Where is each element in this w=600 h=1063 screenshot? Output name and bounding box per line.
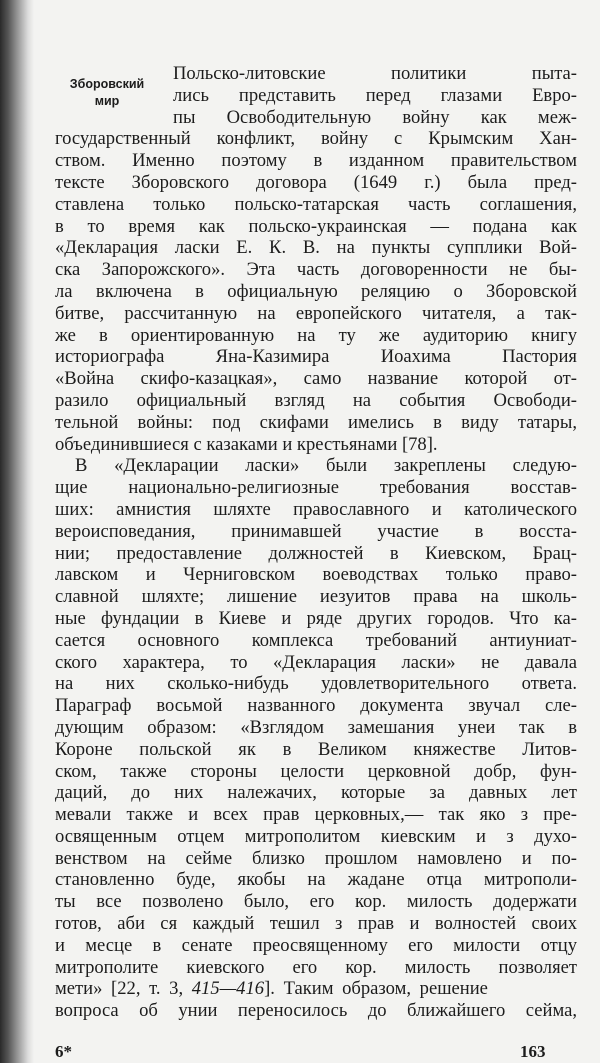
text-line: ского характера, то «Декларация ласки» не давала — [55, 651, 577, 673]
text-line: В «Декларации ласки» были закреплены следую- — [75, 455, 577, 477]
book-binding-shadow — [0, 0, 34, 1063]
text-line: же в ориентированную на ту же аудиторию книгу — [55, 324, 577, 346]
text-line: объединившиеся с казаками и крестьянами [78]. — [55, 433, 438, 455]
text-line: на них сколько-нибудь удовлетворительного ответа. — [55, 673, 577, 695]
margin-note-line: мир — [94, 94, 120, 108]
text-line: вопроса об унии переносилось до ближайшего сейма, — [55, 1000, 577, 1022]
text-line: битве, рассчитанную на европейского читателя, а так- — [55, 302, 577, 324]
text-line: вероисповедания, принимавшей участие в восста- — [55, 520, 577, 542]
text-line: Параграф восьмой названного документа звучал сле- — [55, 695, 577, 717]
text-line: становленно буде, якобы на жадане отца митрополи- — [55, 869, 577, 891]
text-line: сается основного комплекса требований антиуниат- — [55, 629, 577, 651]
text-line: лись представить перед глазами Евро- — [173, 84, 577, 106]
text-line: ском, также стороны целости церковной добр, фун- — [55, 760, 577, 782]
text-line: «Декларация ласки Е. К. В. на пункты супплики Вой- — [55, 237, 577, 259]
text-line: ные фундации в Киеве и ряде других городов. Что ка- — [55, 607, 577, 629]
text-line: тельной войны: под скифами имелись в виду татары, — [55, 411, 577, 433]
body-text — [55, 63, 577, 1022]
text-line: ска Запорожского». Эта часть договоренности не бы- — [55, 259, 577, 281]
margin-note-line: Зборовский — [69, 77, 145, 91]
text-line: «Война скифо-казацкая», само название которой от- — [55, 368, 577, 390]
text-line: разило официальный взгляд на события Освободи- — [55, 389, 577, 411]
text-line: дующим образом: «Взглядом замешания унеи так в — [55, 716, 577, 738]
text-line: славной шляхте; лишение иезуитов права на школь- — [55, 586, 577, 608]
text-line: освященным отцем митрополитом киевским и з духо- — [55, 825, 577, 847]
text-line: нии; предоставление должностей в Киевском, Брац- — [55, 542, 577, 564]
text-line: государственный конфликт, войну с Крымским Хан- — [55, 128, 577, 150]
text-line: историографа Яна-Казимира Иоахима Пастория — [55, 346, 577, 368]
text-line: ством. Именно поэтому в изданном правительством — [55, 150, 577, 172]
text-line: Польско-литовские политики пыта- — [173, 63, 577, 84]
text-line: ших: амнистия шляхте православного и католического — [55, 498, 577, 520]
text-line: и месце в сенате преосвященному его милости отцу — [55, 934, 577, 956]
text-line: ставлена только польско-татарская часть соглашения, — [55, 193, 577, 215]
text-segment: ]. Таким образом, решение — [264, 978, 488, 1000]
text-line: пы Освободительную войну как меж- — [173, 106, 577, 128]
text-line: венством на сейме близко прошлом намовлено и по- — [55, 847, 577, 869]
page-number: 163 — [520, 1042, 546, 1061]
text-line: ла включена в официальную реляцию о Зборовской — [55, 280, 577, 302]
text-line: лавском и Черниговском воеводствах только право- — [55, 564, 577, 586]
text-line: мевали также и всех прав церковных,— так яко з пре- — [55, 804, 577, 826]
text-segment: мети» [22, т. 3, — [55, 978, 192, 1000]
citation-pages: 415—416 — [191, 978, 265, 1000]
text-line: Короне польской як в Великом княжестве Литов- — [55, 738, 577, 760]
text-line: в то время как польско-украинская — подана как — [55, 215, 577, 237]
text-line: митрополите киевского его кор. милость позволяет — [55, 956, 577, 978]
text-line: щие национально-религиозные требования восстав- — [55, 477, 577, 499]
signature-mark: 6* — [55, 1042, 72, 1061]
text-line: даций, до них належачих, которые за давных лет — [55, 782, 577, 804]
text-line: готов, аби ся каждый тешил з прав и волностей своих — [55, 913, 577, 935]
text-line: тексте Зборовского договора (1649 г.) была пред- — [55, 171, 577, 193]
text-line: ты все позволено было, его кор. милость додержати — [55, 891, 577, 913]
text-line — [55, 978, 577, 1000]
